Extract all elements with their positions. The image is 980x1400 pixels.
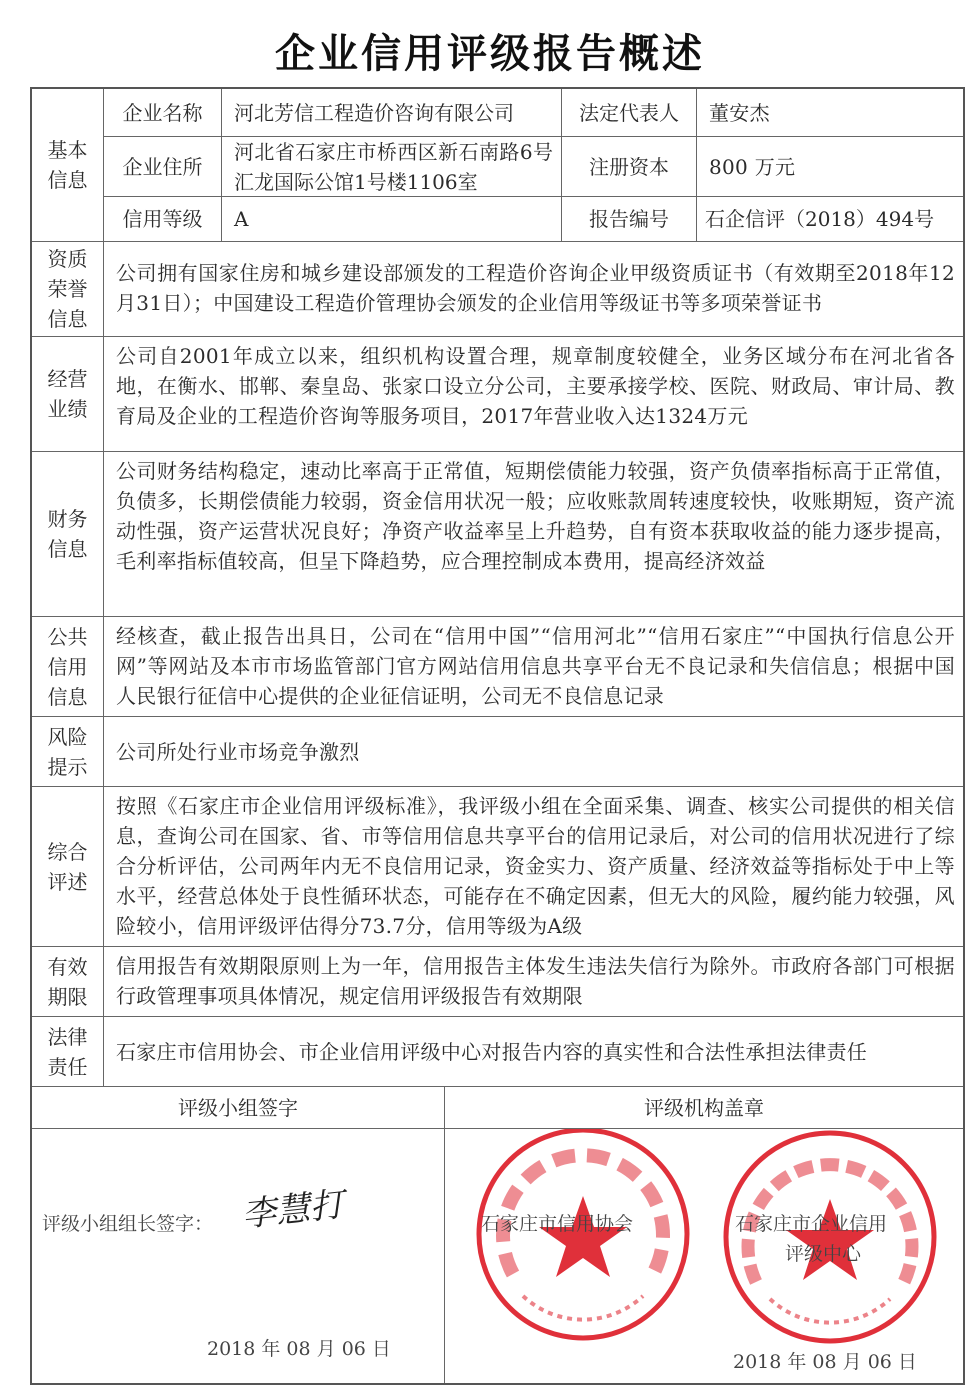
legal-rep-value: 董安杰 — [697, 89, 963, 137]
org2-name-line2: 评级中心 — [785, 1243, 862, 1265]
performance-label: 经营业绩 — [32, 337, 104, 452]
seal-date: 2018 年 08 月 06 日 — [733, 1351, 917, 1373]
document-title: 企业信用评级报告概述 — [275, 31, 705, 77]
org1-name: 石家庄市信用协会 — [481, 1213, 634, 1235]
public-credit-label: 公共信用信息 — [32, 617, 104, 717]
basic-info-label: 基本信息 — [32, 89, 104, 242]
org-seal-header: 评级机构盖章 — [445, 1087, 963, 1129]
handwritten-signature: 李慧打 — [240, 1184, 346, 1236]
validity-label: 有效期限 — [32, 947, 104, 1017]
company-name-value: 河北芳信工程造价咨询有限公司 — [222, 89, 562, 137]
credit-grade-value: A — [222, 197, 562, 242]
company-name-label: 企业名称 — [104, 89, 222, 137]
address-label: 企业住所 — [104, 137, 222, 197]
capital-label: 注册资本 — [562, 137, 697, 197]
public-credit-text: 经核查，截止报告出具日，公司在“信用中国”“信用河北”“信用石家庄”“中国执行信息公开网”等网站及本市市场监管部门官方网站信用信息共享平台无不良记录和失信信息；根据中国人民银行征信中心提供的企业征信证明，公司无不良信息记录 — [104, 617, 963, 717]
summary-text: 按照《石家庄市企业信用评级标准》，我评级小组在全面采集、调查、核实公司提供的相关信息，查询公司在国家、省、市等信用信息共享平台的信用记录后，对公司的信用状况进行了综合分析评估，公司两年内无不良信用记录，资金实力、资产质量、经济效益等指标处于中上等水平，经营总体处于良性循环状态，可能存在不确定因素，但无大的风险，履约能力较强，风险较小，信用评级评估得分73.7分，信用等级为A级 — [104, 787, 963, 947]
capital-value: 800 万元 — [697, 137, 963, 197]
legal-rep-label: 法定代表人 — [562, 89, 697, 137]
summary-label: 综合评述 — [32, 787, 104, 947]
risk-label: 风险提示 — [32, 717, 104, 787]
report-table — [30, 87, 965, 1385]
team-signature-header: 评级小组签字 — [32, 1087, 445, 1129]
address-value: 河北省石家庄市桥西区新石南路6号汇龙国际公馆1号楼1106室 — [222, 137, 562, 197]
org2-name-line1: 石家庄市企业信用 — [735, 1213, 888, 1235]
team-signature-area — [32, 1129, 445, 1383]
team-sign-date: 2018 年 08 月 06 日 — [207, 1338, 391, 1360]
qualification-label: 资质荣誉信息 — [32, 242, 104, 337]
risk-text: 公司所处行业市场竞争激烈 — [104, 717, 963, 787]
performance-text: 公司自2001年成立以来，组织机构设置合理，规章制度较健全，业务区域分布在河北省各地，在衡水、邯郸、秦皇岛、张家口设立分公司，主要承接学校、医院、财政局、审计局、教育局及企业的工程造价咨询等服务项目，2017年营业收入达1324万元 — [104, 337, 963, 452]
report-no-value: 石企信评（2018）494号 — [697, 197, 963, 242]
qualification-text: 公司拥有国家住房和城乡建设部颁发的工程造价咨询企业甲级资质证书（有效期至2018年12月31日）；中国建设工程造价管理协会颁发的企业信用等级证书等多项荣誉证书 — [104, 242, 963, 337]
finance-label: 财务信息 — [32, 452, 104, 617]
credit-grade-label: 信用等级 — [104, 197, 222, 242]
legal-text: 石家庄市信用协会、市企业信用评级中心对报告内容的真实性和合法性承担法律责任 — [104, 1017, 963, 1087]
legal-label: 法律责任 — [32, 1017, 104, 1087]
finance-text: 公司财务结构稳定，速动比率高于正常值，短期偿债能力较强，资产负债率指标高于正常值，负债多，长期偿债能力较弱，资金信用状况一般；应收账款周转速度较快，收账期短，资产流动性强，资产运营状况良好；净资产收益率呈上升趋势，自有资本获取收益的能力逐步提高，毛利率指标值较高，但呈下降趋势，应合理控制成本费用，提高经济效益 — [104, 452, 963, 617]
leader-signature-label: 评级小组组长签字： — [42, 1213, 214, 1235]
org-seal-area — [445, 1129, 963, 1383]
report-no-label: 报告编号 — [562, 197, 697, 242]
validity-text: 信用报告有效期限原则上为一年，信用报告主体发生违法失信行为除外。市政府各部门可根据行政管理事项具体情况，规定信用评级报告有效期限 — [104, 947, 963, 1017]
